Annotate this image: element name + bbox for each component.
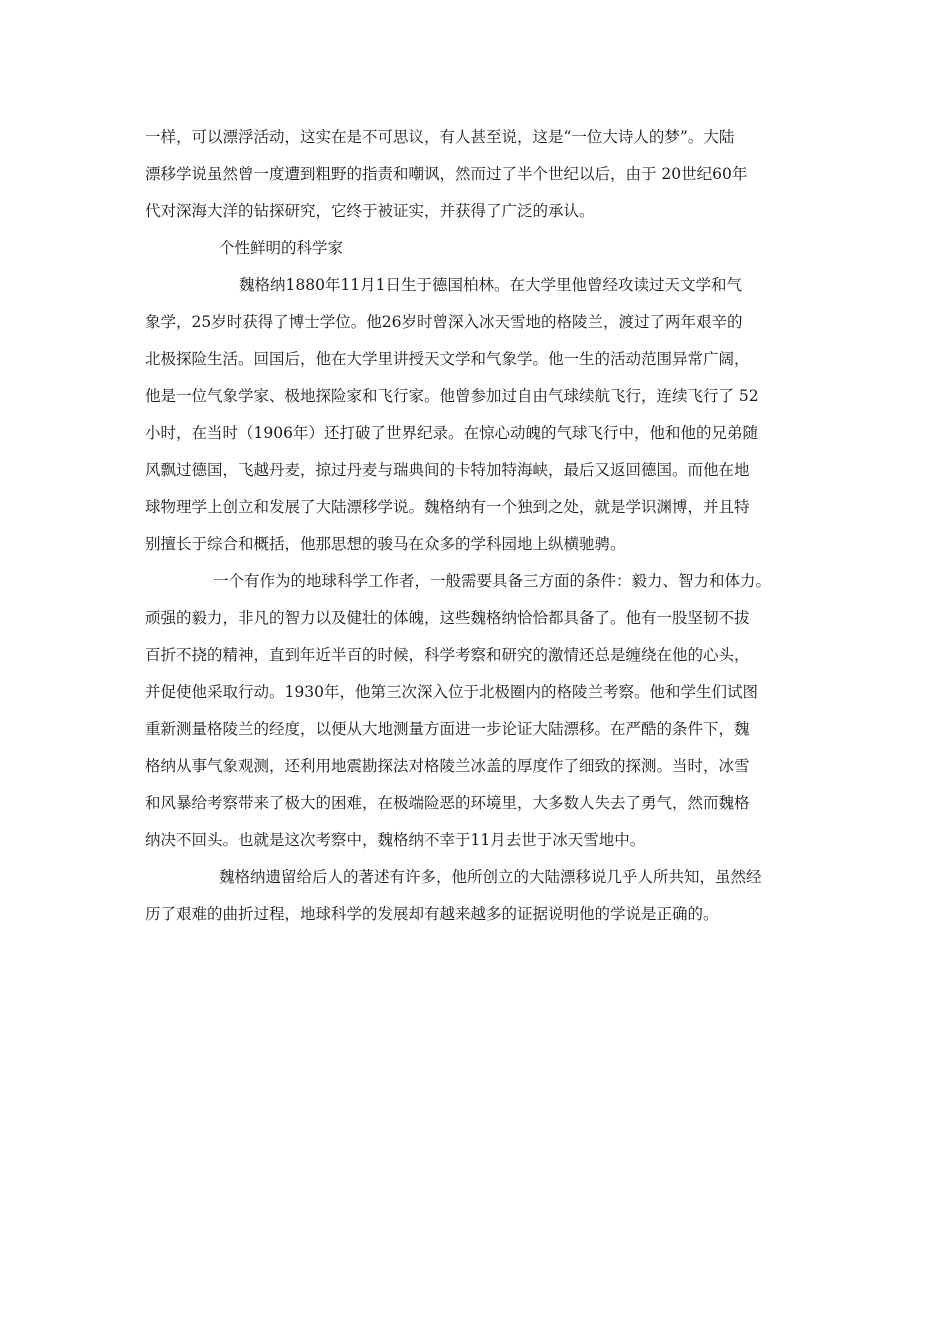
section-heading: 个性鲜明的科学家 <box>219 239 344 257</box>
paragraph-line: 小时，在当时（1906年）还打破了世界纪录。在惊心动魄的气球飞行中，他和他的兄弟随 <box>145 424 758 442</box>
paragraph-line: 纳决不回头。也就是这次考察中，魏格纳不幸于11月去世于冰天雪地中。 <box>145 831 646 849</box>
paragraph-4 <box>145 859 817 933</box>
paragraph-line: 象学，25岁时获得了博士学位。他26岁时曾深入冰天雪地的格陵兰，渡过了两年艰辛的 <box>145 313 743 331</box>
paragraph-line: 顽强的毅力，非凡的智力以及健壮的体魄，这些魏格纳恰恰都具备了。他有一股坚韧不拔 <box>145 609 750 627</box>
paragraph-line: 北极探险生活。回国后，他在大学里讲授天文学和气象学。他一生的活动范围异常广阔， <box>145 350 750 368</box>
paragraph-line: 并促使他采取行动。1930年，他第三次深入位于北极圈内的格陵兰考察。他和学生们试图 <box>145 683 758 701</box>
paragraph-line: 球物理学上创立和发展了大陆漂移学说。魏格纳有一个独到之处，就是学识渊博，并且特 <box>145 498 750 516</box>
paragraph-line: 魏格纳遗留给后人的著述有许多，他所创立的大陆漂移说几乎人所共知，虽然经 <box>219 868 762 886</box>
paragraph-line: 一样，可以漂浮活动，这实在是不可思议，有人甚至说，这是“一位大诗人的梦”。大陆 <box>145 128 735 146</box>
paragraph-line: 一个有作为的地球科学工作者，一般需要具备三方面的条件：毅力、智力和体力。 <box>213 572 772 590</box>
document-body <box>145 119 817 933</box>
paragraph-1 <box>145 119 817 230</box>
paragraph-3 <box>145 563 817 859</box>
paragraph-line: 别擅长于综合和概括，他那思想的骏马在众多的学科园地上纵横驰骋。 <box>145 535 626 553</box>
paragraph-line: 重新测量格陵兰的经度，以便从大地测量方面进一步论证大陆漂移。在严酷的条件下，魏 <box>145 720 750 738</box>
paragraph-line: 漂移学说虽然曾一度遭到粗野的指责和嘲讽，然而过了半个世纪以后，由于 20世纪60年 <box>145 165 748 183</box>
paragraph-line: 魏格纳1880年11月1日生于德国柏林。在大学里他曾经攻读过天文学和气 <box>239 276 743 294</box>
paragraph-line: 格纳从事气象观测，还利用地震勘探法对格陵兰冰盖的厚度作了细致的探测。当时，冰雪 <box>145 757 750 775</box>
paragraph-line: 历了艰难的曲折过程，地球科学的发展却有越来越多的证据说明他的学说是正确的。 <box>145 905 719 923</box>
paragraph-line: 代对深海大洋的钻探研究，它终于被证实，并获得了广泛的承认。 <box>145 202 595 220</box>
paragraph-line: 风飘过德国，飞越丹麦，掠过丹麦与瑞典间的卡特加特海峡，最后又返回德国。而他在地 <box>145 461 750 479</box>
paragraph-line: 他是一位气象学家、极地探险家和飞行家。他曾参加过自由气球续航飞行，连续飞行了 52 <box>145 387 759 405</box>
paragraph-line: 和风暴给考察带来了极大的困难，在极端险恶的环境里，大多数人失去了勇气，然而魏格 <box>145 794 750 812</box>
paragraph-line: 百折不挠的精神，直到年近半百的时候，科学考察和研究的激情还总是缠绕在他的心头， <box>145 646 750 664</box>
paragraph-2 <box>145 267 817 563</box>
